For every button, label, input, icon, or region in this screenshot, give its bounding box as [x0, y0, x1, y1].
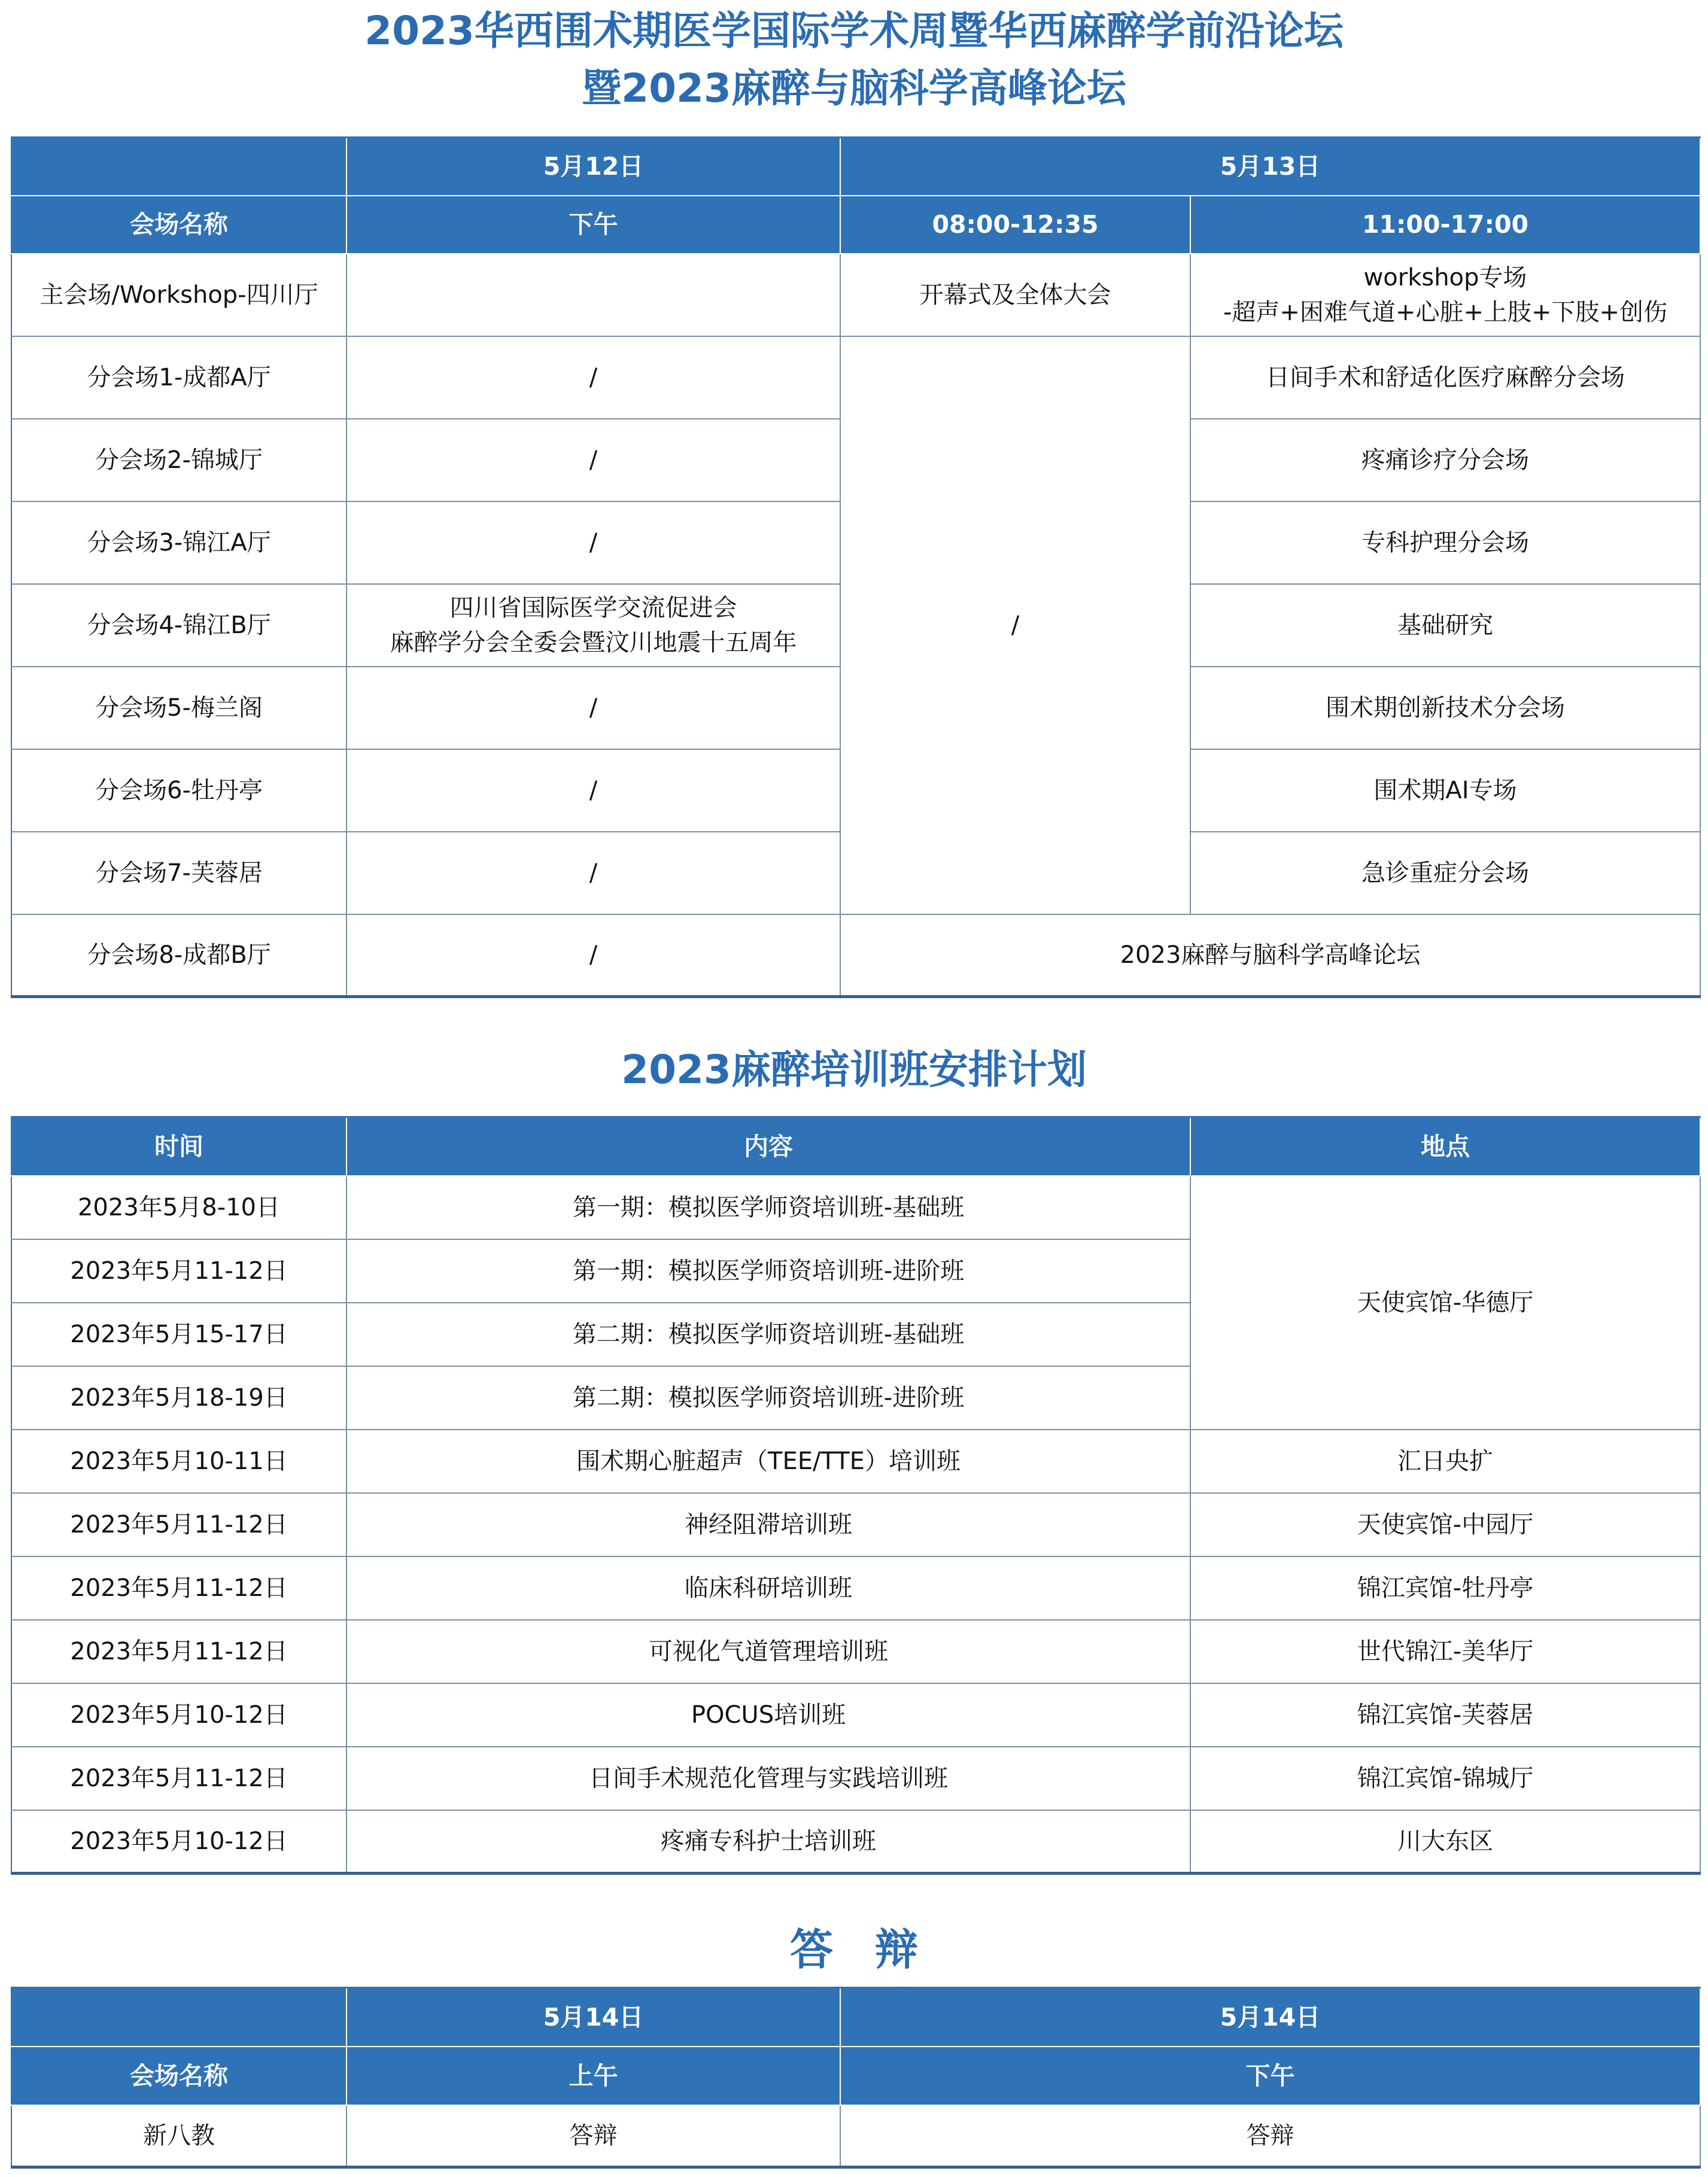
afternoon-cell [1190, 254, 1700, 336]
table-row [11, 1556, 1700, 1620]
time-cell: 2023年5月11-12日 [11, 1747, 347, 1810]
col-header-time: 时间 [11, 1117, 347, 1176]
location-cell: 锦江宾馆-芙蓉居 [1190, 1683, 1700, 1747]
afternoon-cell: 答辩 [840, 2105, 1700, 2167]
date-header-empty [11, 1988, 347, 2047]
content-cell: POCUS培训班 [347, 1683, 1190, 1747]
date-header-may13: 5月13日 [840, 138, 1700, 196]
morning-cell: 答辩 [347, 2105, 840, 2167]
may12-pm-cell: / [347, 667, 840, 749]
venue-cell: 主会场/Workshop-四川厅 [11, 254, 347, 336]
col-header-am: 上午 [347, 2047, 840, 2105]
time-cell: 2023年5月11-12日 [11, 1493, 347, 1556]
time-cell: 2023年5月8-10日 [11, 1176, 347, 1239]
date-header-may12: 5月12日 [347, 138, 840, 196]
table-row [11, 1810, 1700, 1874]
venue-cell: 新八教 [11, 2105, 347, 2167]
col-header-venue: 会场名称 [11, 2047, 347, 2105]
time-cell: 2023年5月10-12日 [11, 1810, 347, 1874]
time-cell: 2023年5月10-12日 [11, 1683, 347, 1747]
venue-cell: 分会场4-锦江B厅 [11, 584, 347, 667]
date-header-row [11, 1988, 1700, 2047]
may13-merged-cell: 2023麻醉与脑科学高峰论坛 [840, 914, 1700, 997]
table-row [11, 914, 1700, 997]
venue-cell: 分会场1-成都A厅 [11, 336, 347, 419]
time-cell: 2023年5月11-12日 [11, 1556, 347, 1620]
afternoon-cell: 急诊重症分会场 [1190, 832, 1700, 914]
time-cell: 2023年5月11-12日 [11, 1239, 347, 1303]
content-cell: 第二期：模拟医学师资培训班-进阶班 [347, 1366, 1190, 1430]
main-title-line2: 暨2023麻醉与脑科学高峰论坛 [582, 65, 1126, 111]
time-cell: 2023年5月18-19日 [11, 1366, 347, 1430]
table-row [11, 2105, 1700, 2167]
date-header-afternoon-date: 5月14日 [840, 1988, 1700, 2047]
merged-morning-cell: / [840, 336, 1190, 914]
time-cell: 2023年5月10-11日 [11, 1430, 347, 1493]
afternoon-cell: 围术期AI专场 [1190, 749, 1700, 832]
training-schedule-table [11, 1116, 1701, 1875]
col-header-afternoon: 11:00-17:00 [1190, 196, 1700, 254]
time-cell: 2023年5月15-17日 [11, 1303, 347, 1366]
content-cell: 第一期：模拟医学师资培训班-基础班 [347, 1176, 1190, 1239]
main-title-line1: 2023华西围术期医学国际学术周暨华西麻醉学前沿论坛 [364, 8, 1344, 54]
table-row [11, 1176, 1700, 1239]
defense-schedule-table [11, 1987, 1701, 2169]
table-row [11, 1683, 1700, 1747]
content-cell: 神经阻滞培训班 [347, 1493, 1190, 1556]
date-header-morning-date: 5月14日 [347, 1988, 840, 2047]
venue-cell: 分会场2-锦城厅 [11, 419, 347, 501]
content-cell: 临床科研培训班 [347, 1556, 1190, 1620]
afternoon-cell: 日间手术和舒适化医疗麻醉分会场 [1190, 336, 1700, 419]
content-cell: 日间手术规范化管理与实践培训班 [347, 1747, 1190, 1810]
defense-title: 答辩 [789, 1924, 960, 1975]
table-row [11, 254, 1700, 336]
venue-cell: 分会场7-芙蓉居 [11, 832, 347, 914]
may12-pm-cell [347, 254, 840, 336]
may12-pm-cell: / [347, 501, 840, 584]
col-header-pm: 下午 [840, 2047, 1700, 2105]
location-cell: 汇日央扩 [1190, 1430, 1700, 1493]
may12-pm-line1: 四川省国际医学交流促进会 [449, 594, 737, 622]
table-row [11, 336, 1700, 419]
table-row [11, 1493, 1700, 1556]
content-cell: 第二期：模拟医学师资培训班-基础班 [347, 1303, 1190, 1366]
table-row [11, 1430, 1700, 1493]
table-row [11, 1620, 1700, 1683]
content-cell: 第一期：模拟医学师资培训班-进阶班 [347, 1239, 1190, 1303]
venue-cell: 分会场3-锦江A厅 [11, 501, 347, 584]
location-cell: 锦江宾馆-牡丹亭 [1190, 1556, 1700, 1620]
morning-cell: 开幕式及全体大会 [840, 254, 1190, 336]
location-cell: 天使宾馆-中园厅 [1190, 1493, 1700, 1556]
afternoon-cell: 围术期创新技术分会场 [1190, 667, 1700, 749]
afternoon-line2: -超声+困难气道+心脏+上肢+下肢+创伤 [1223, 298, 1667, 326]
may12-pm-cell: / [347, 914, 840, 997]
afternoon-cell: 基础研究 [1190, 584, 1700, 667]
column-header-row [11, 2047, 1700, 2105]
may12-pm-cell [347, 584, 840, 667]
table-row [11, 1747, 1700, 1810]
content-cell: 围术期心脏超声（TEE/TTE）培训班 [347, 1430, 1190, 1493]
col-header-content: 内容 [347, 1117, 1190, 1176]
afternoon-line1: workshop专场 [1363, 263, 1527, 291]
afternoon-cell: 专科护理分会场 [1190, 501, 1700, 584]
may12-pm-cell: / [347, 749, 840, 832]
venue-cell: 分会场8-成都B厅 [11, 914, 347, 997]
time-cell: 2023年5月11-12日 [11, 1620, 347, 1683]
content-cell: 疼痛专科护士培训班 [347, 1810, 1190, 1874]
date-header-row [11, 138, 1700, 196]
venue-cell: 分会场6-牡丹亭 [11, 749, 347, 832]
location-cell: 世代锦江-美华厅 [1190, 1620, 1700, 1683]
afternoon-cell: 疼痛诊疗分会场 [1190, 419, 1700, 501]
date-header-empty [11, 138, 347, 196]
column-header-row [11, 1117, 1700, 1176]
col-header-pm: 下午 [347, 196, 840, 254]
may12-pm-cell: / [347, 419, 840, 501]
forum-schedule-table [11, 136, 1701, 998]
col-header-location: 地点 [1190, 1117, 1700, 1176]
may12-pm-line2: 麻醉学分会全委会暨汶川地震十五周年 [390, 628, 797, 656]
venue-cell: 分会场5-梅兰阁 [11, 667, 347, 749]
column-header-row [11, 196, 1700, 254]
merged-location-cell: 天使宾馆-华德厅 [1190, 1176, 1700, 1430]
may12-pm-cell: / [347, 336, 840, 419]
content-cell: 可视化气道管理培训班 [347, 1620, 1190, 1683]
col-header-venue: 会场名称 [11, 196, 347, 254]
location-cell: 锦江宾馆-锦城厅 [1190, 1747, 1700, 1810]
training-title: 2023麻醉培训班安排计划 [621, 1047, 1087, 1093]
location-cell: 川大东区 [1190, 1810, 1700, 1874]
may12-pm-cell: / [347, 832, 840, 914]
col-header-morning: 08:00-12:35 [840, 196, 1190, 254]
